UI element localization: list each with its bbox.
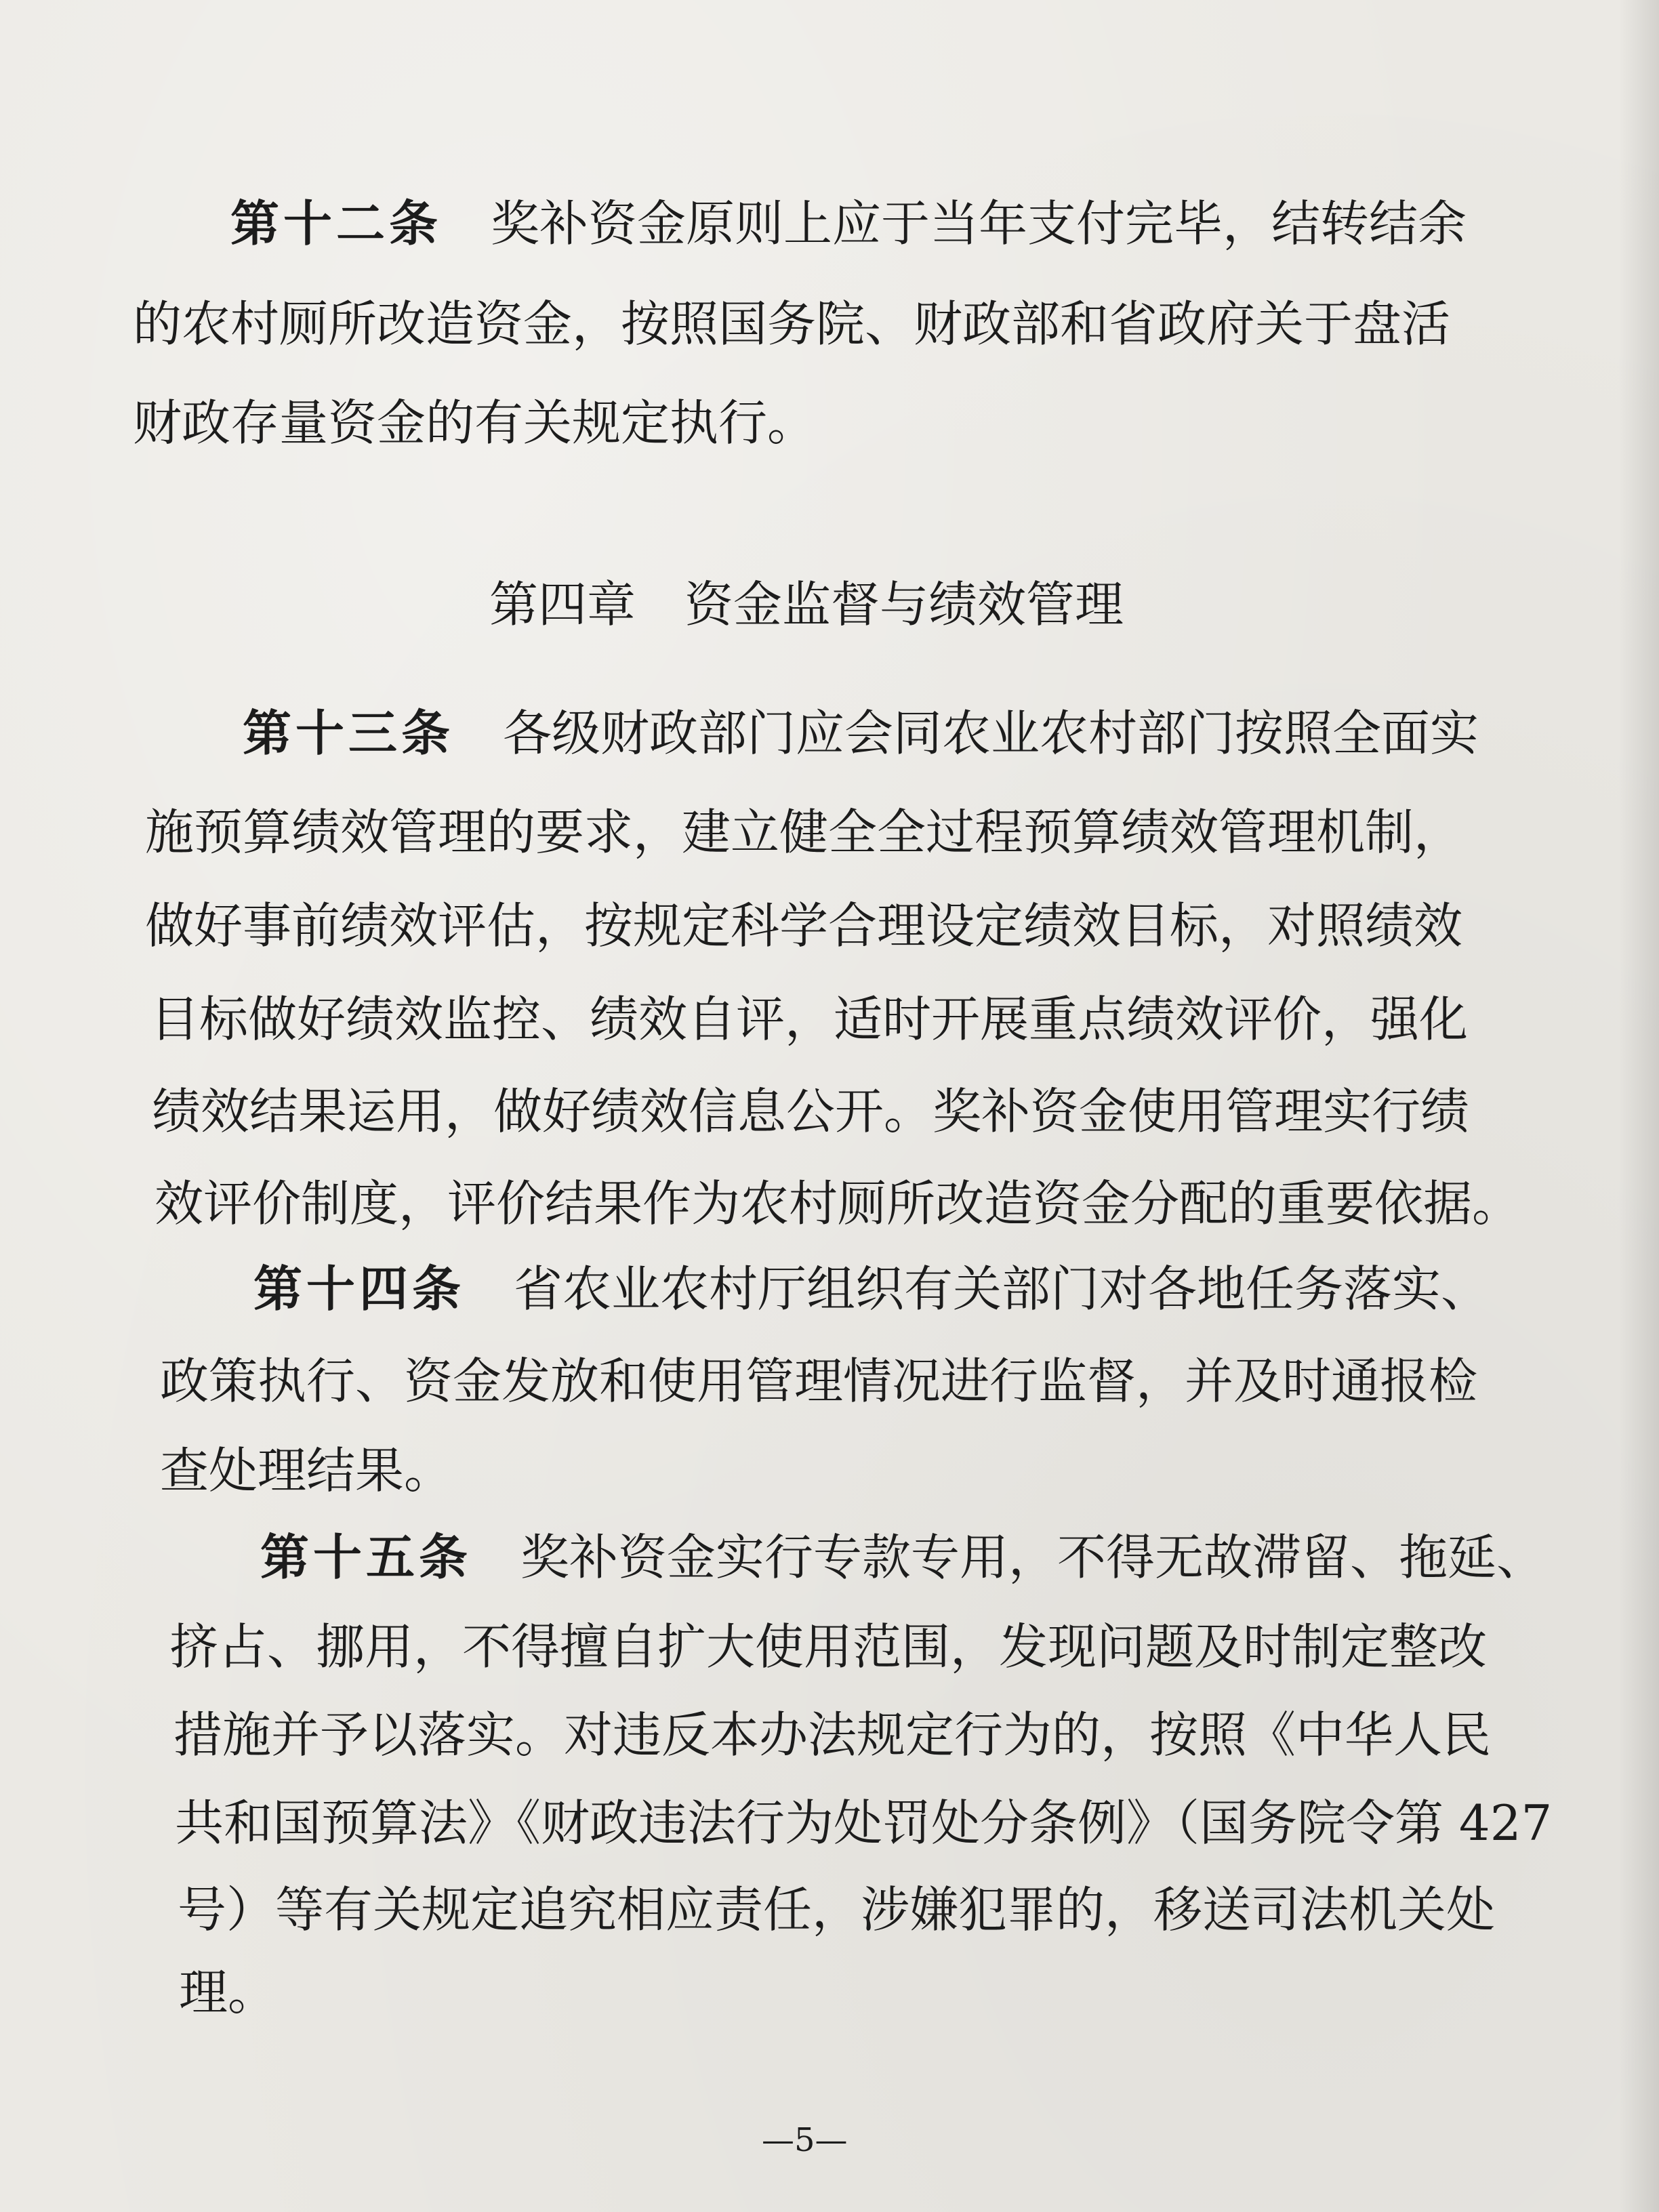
page-number: —5— xyxy=(762,2121,848,2159)
chapter-number: 第四章 xyxy=(489,576,636,633)
article15-line-1 xyxy=(260,1529,1546,1586)
article13-line-1 xyxy=(243,705,1479,762)
article14-text: 省农业农村厅组织有关部门对各地任务落实、 xyxy=(514,1261,1490,1317)
article13-text: 各级财政部门应会同农业农村部门按照全面实 xyxy=(503,705,1479,762)
article14-title: 第十四条 xyxy=(253,1261,466,1317)
article14-line-1 xyxy=(253,1261,1490,1317)
article12-line-3: 财政存量资金的有关规定执行。 xyxy=(133,394,817,451)
article13-line-4: 目标做好绩效监控、绩效自评，适时开展重点绩效评价，强化 xyxy=(150,991,1469,1048)
article15-line-2: 挤占、挪用，不得擅自扩大使用范围，发现问题及时制定整改 xyxy=(169,1618,1488,1675)
article15-line-4: 共和国预算法》《财政违法行为处罚处分条例》（国务院令第 427 xyxy=(175,1795,1553,1851)
chapter-title: 资金监督与绩效管理 xyxy=(684,576,1124,633)
chapter-heading xyxy=(489,576,1124,633)
article15-line-6: 理。 xyxy=(179,1964,277,2021)
article12-title: 第十二条 xyxy=(230,195,443,252)
article12-text: 奖补资金原则上应于当年支付完毕，结转结余 xyxy=(491,195,1467,252)
article14-line-3: 查处理结果。 xyxy=(160,1442,453,1499)
article13-line-3: 做好事前绩效评估，按规定科学合理设定绩效目标，对照绩效 xyxy=(145,897,1463,954)
article15-line-5: 号）等有关规定追究相应责任，涉嫌犯罪的，移送司法机关处 xyxy=(178,1881,1496,1938)
article15-line-3: 措施并予以落实。对违反本办法规定行为的，按照《中华人民 xyxy=(173,1706,1492,1763)
article12-line-2: 的农村厕所改造资金，按照国务院、财政部和省政府关于盘活 xyxy=(133,295,1451,352)
article15-title: 第十五条 xyxy=(260,1529,472,1586)
article13-line-6: 效评价制度，评价结果作为农村厕所改造资金分配的重要依据。 xyxy=(155,1175,1521,1232)
article13-line-5: 绩效结果运用，做好绩效信息公开。奖补资金使用管理实行绩 xyxy=(152,1083,1470,1140)
article12-line-1 xyxy=(230,195,1467,252)
article15-text: 奖补资金实行专款专用，不得无故滞留、拖延、 xyxy=(520,1529,1546,1586)
article13-title: 第十三条 xyxy=(243,705,455,762)
page-edge-shadow xyxy=(1618,0,1659,2212)
article13-line-2: 施预算绩效管理的要求，建立健全全过程预算绩效管理机制， xyxy=(145,804,1463,861)
article14-line-2: 政策执行、资金发放和使用管理情况进行监督，并及时通报检 xyxy=(160,1353,1478,1410)
